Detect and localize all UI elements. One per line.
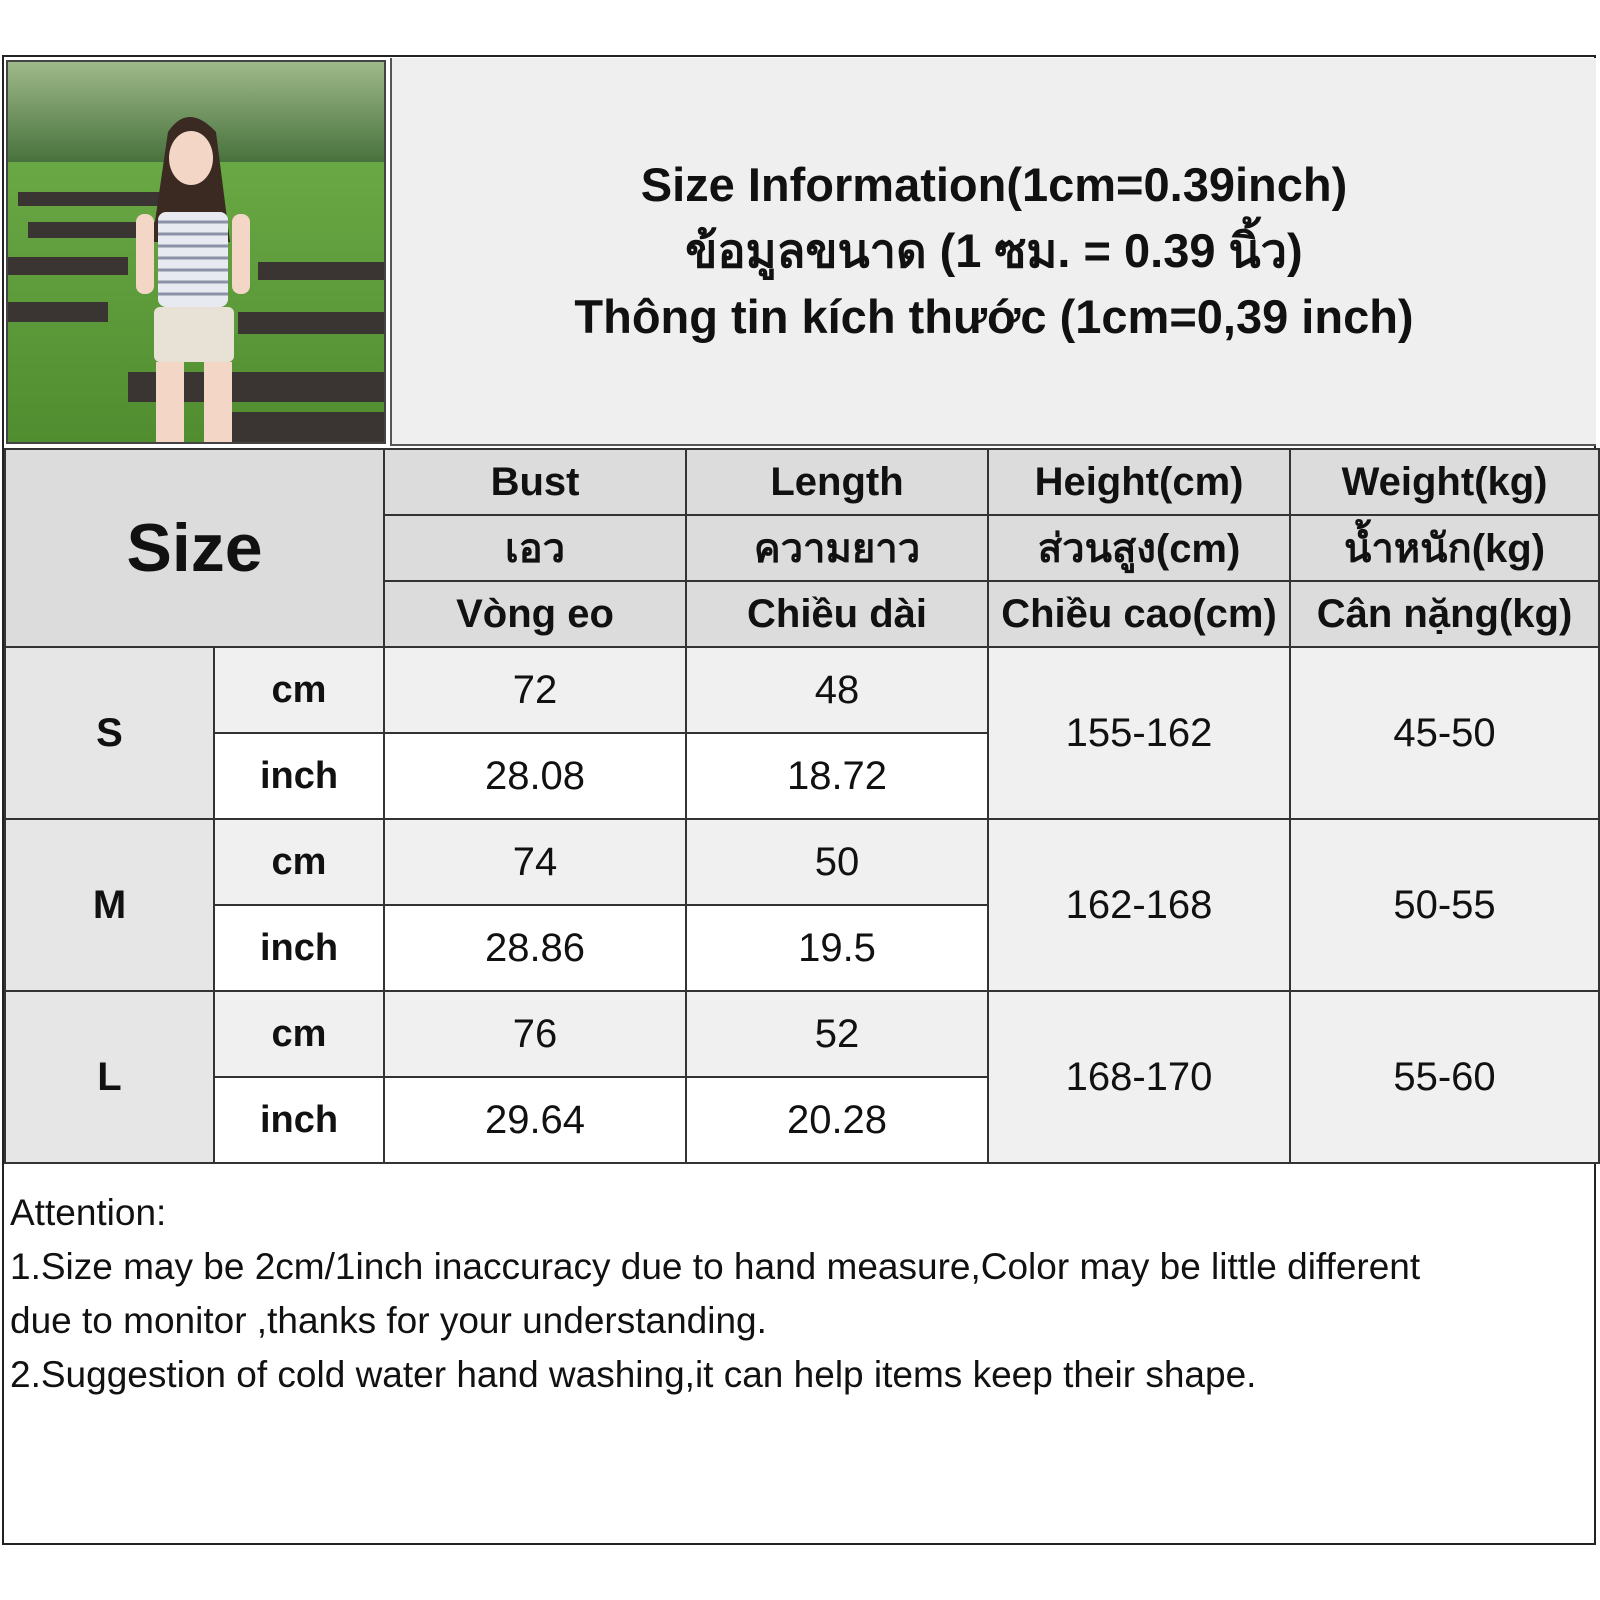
unit-cm: cm [214,991,384,1077]
length-cm: 50 [686,819,988,905]
header-length: Length [686,449,988,515]
header-length-th: ความยาว [686,515,988,581]
size-m-label: M [5,819,214,991]
size-table [4,448,1600,1164]
header-bust: Bust [384,449,686,515]
bust-inch: 29.64 [384,1077,686,1163]
weight-range: 50-55 [1290,819,1599,991]
bust-cm: 72 [384,647,686,733]
header-weight: Weight(kg) [1290,449,1599,515]
size-s-label: S [5,647,214,819]
title-english: Size Information(1cm=0.39inch) [640,158,1348,211]
table-row [5,991,1599,1077]
bust-inch: 28.08 [384,733,686,819]
length-cm: 48 [686,647,988,733]
title-box [390,58,1596,446]
table-row [5,647,1599,733]
height-range: 168-170 [988,991,1290,1163]
header-height-th: ส่วนสูง(cm) [988,515,1290,581]
notes-line-3: 2.Suggestion of cold water hand washing,it can help items keep their shape. [10,1354,1257,1395]
unit-inch: inch [214,733,384,819]
title-thai: ข้อมูลขนาด (1 ซม. = 0.39 นิ้ว) [685,224,1303,277]
bust-inch: 28.86 [384,905,686,991]
unit-cm: cm [214,819,384,905]
height-range: 155-162 [988,647,1290,819]
header-length-vi: Chiều dài [686,581,988,647]
length-inch: 18.72 [686,733,988,819]
weight-range: 45-50 [1290,647,1599,819]
weight-range: 55-60 [1290,991,1599,1163]
header-weight-th: น้ำหนัก(kg) [1290,515,1599,581]
unit-inch: inch [214,1077,384,1163]
header-weight-vi: Cân nặng(kg) [1290,581,1599,647]
notes-line-1: 1.Size may be 2cm/1inch inaccuracy due to hand measure,Color may be little different [10,1246,1421,1287]
length-cm: 52 [686,991,988,1077]
table-row [5,819,1599,905]
height-range: 162-168 [988,819,1290,991]
length-inch: 19.5 [686,905,988,991]
size-l-label: L [5,991,214,1163]
bust-cm: 76 [384,991,686,1077]
header-bust-th: เอว [384,515,686,581]
model-photo [6,60,386,444]
size-header-label: Size [5,449,384,647]
bust-cm: 74 [384,819,686,905]
title-vietnamese: Thông tin kích thước (1cm=0,39 inch) [574,290,1414,343]
attention-notes [10,1186,1590,1402]
notes-line-2: due to monitor ,thanks for your understanding. [10,1300,767,1341]
unit-inch: inch [214,905,384,991]
header-height: Height(cm) [988,449,1290,515]
length-inch: 20.28 [686,1077,988,1163]
header-bust-vi: Vòng eo [384,581,686,647]
notes-heading: Attention: [10,1192,167,1233]
header-height-vi: Chiều cao(cm) [988,581,1290,647]
header-row-en [5,449,1599,515]
unit-cm: cm [214,647,384,733]
